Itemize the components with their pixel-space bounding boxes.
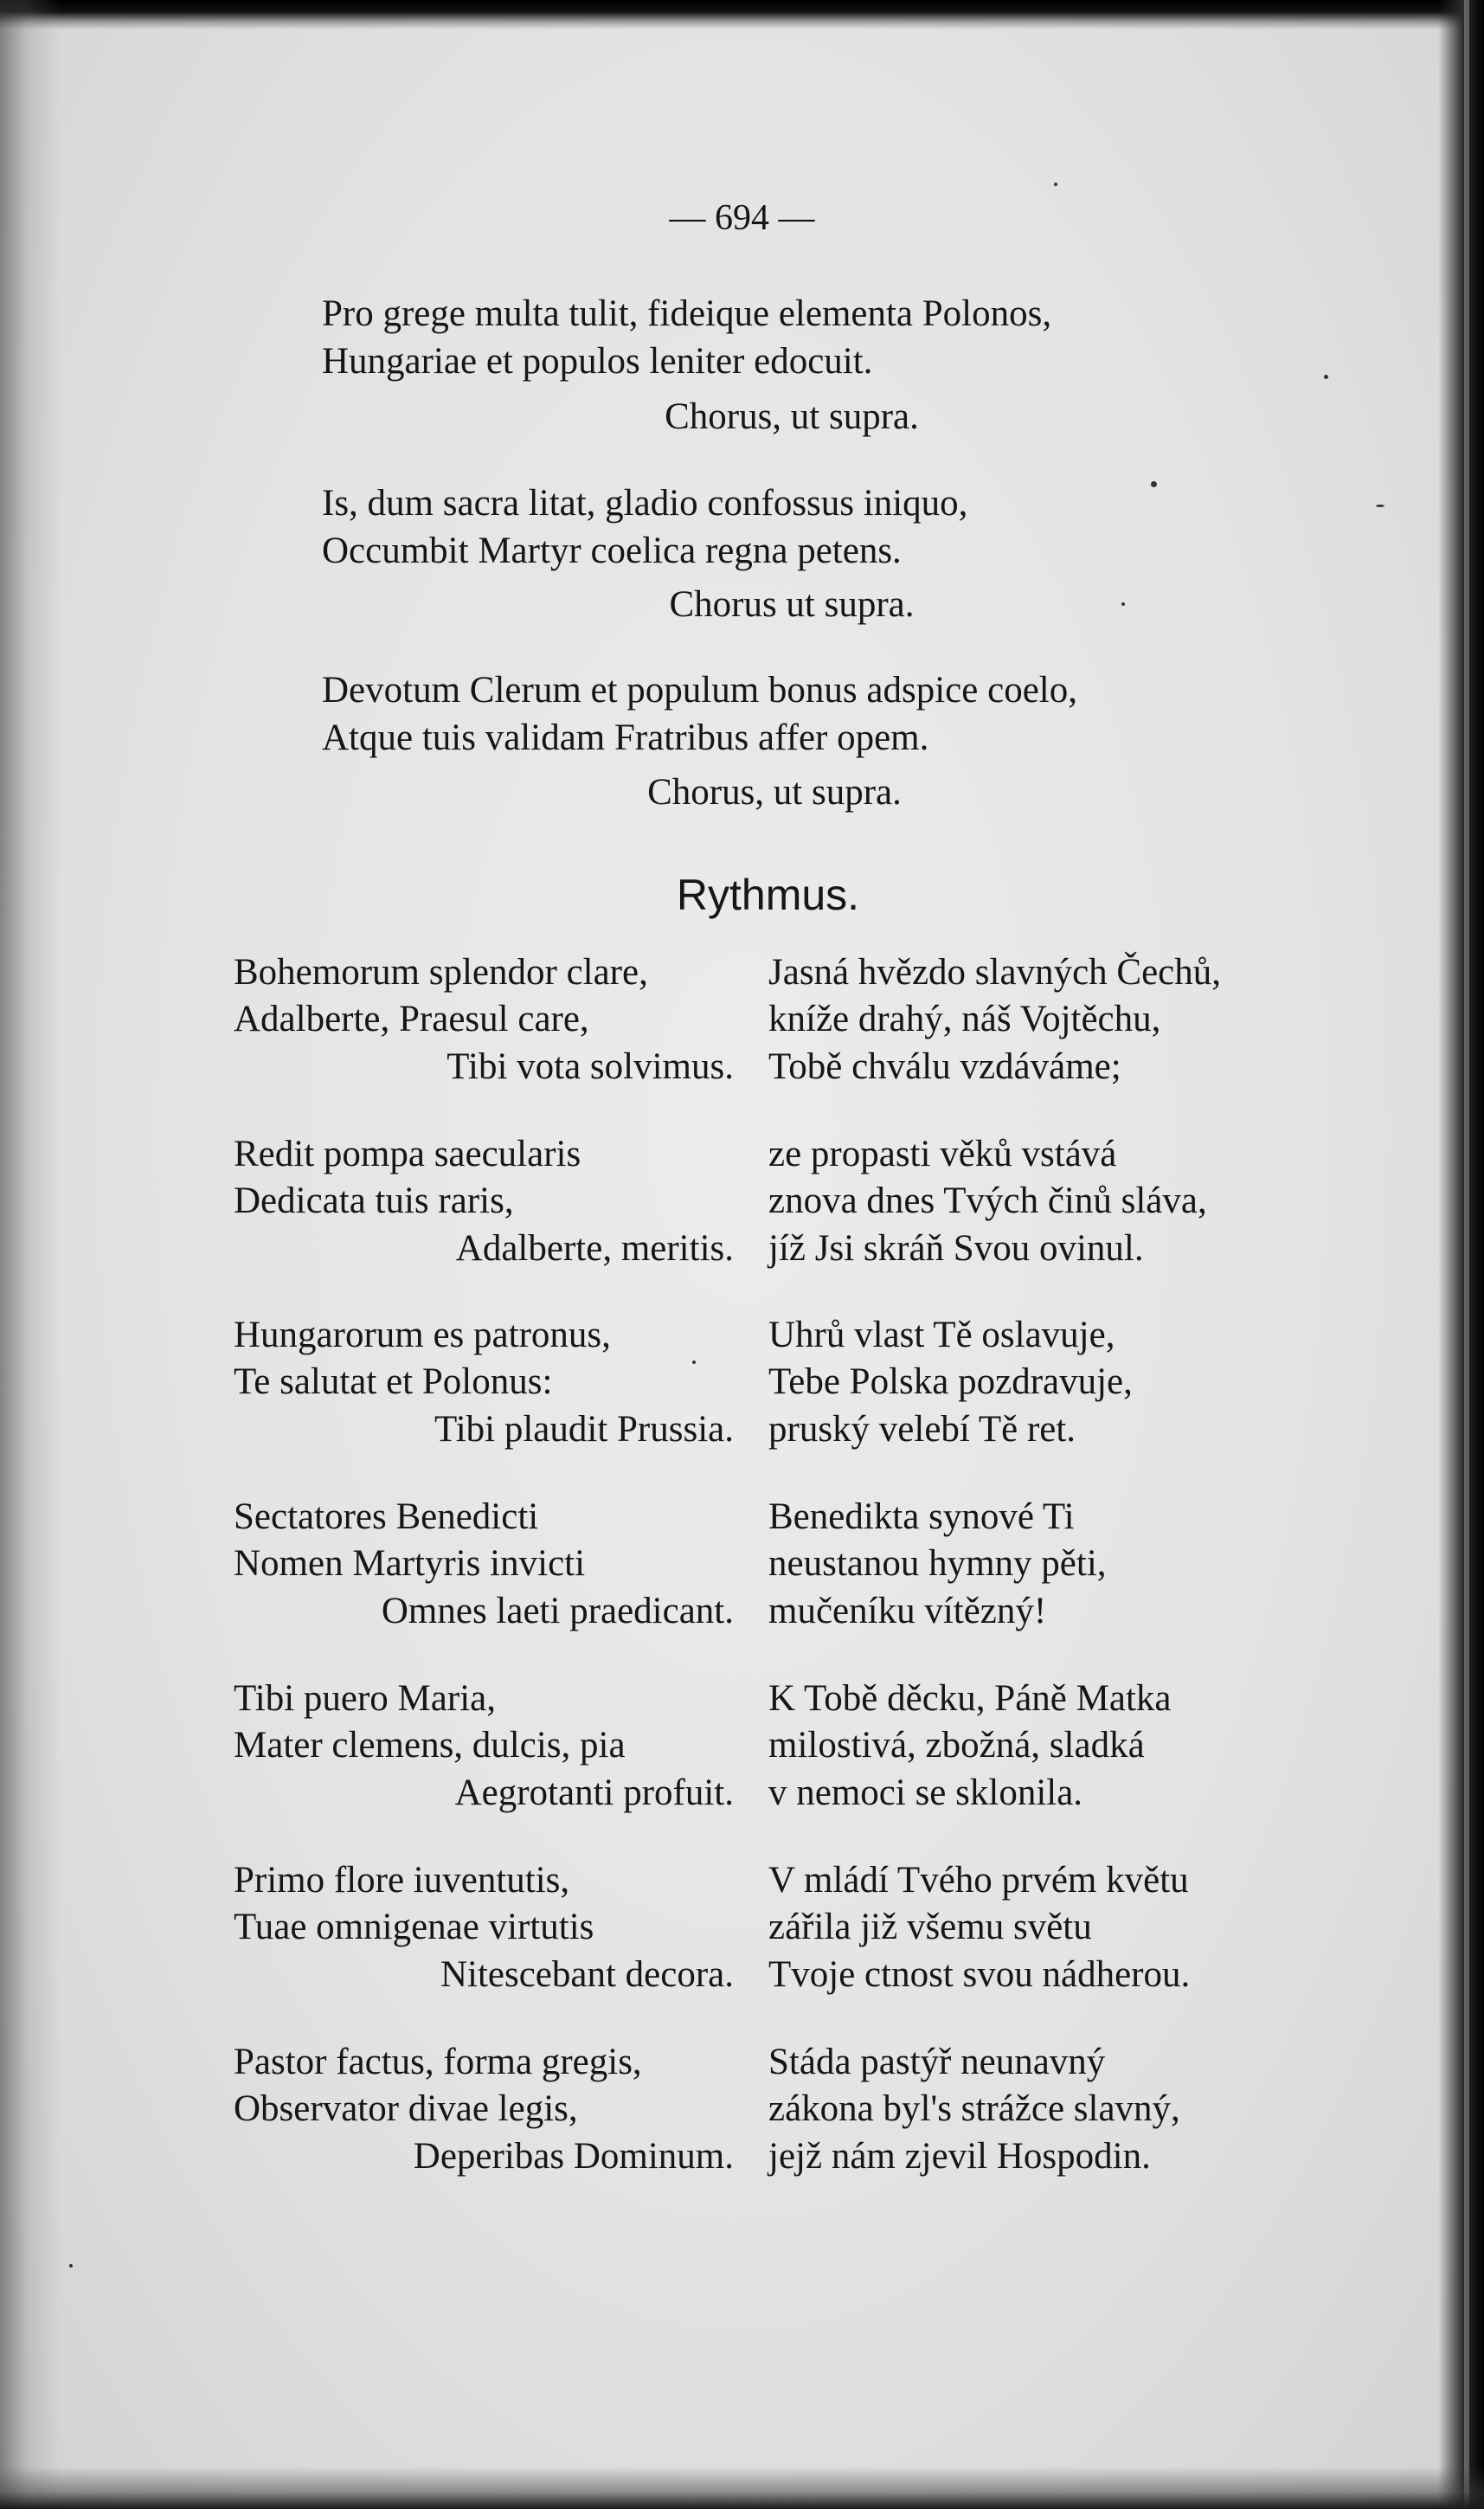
scan-speck (1054, 183, 1057, 186)
czech-line: znova dnes Tvých činů sláva, (768, 1181, 1207, 1221)
czech-line: Tobě chválu vzdáváme; (768, 1046, 1121, 1087)
latin-line: Adalberte, Praesul care, (234, 999, 589, 1039)
scan-edge-left (0, 0, 61, 2509)
czech-line: Jasná hvězdo slavných Čechů, (768, 952, 1222, 993)
scan-speck (1121, 602, 1125, 606)
czech-line: kníže drahý, náš Vojtěchu, (768, 999, 1161, 1039)
latin-refrain-line: Omnes laeti praedicant. (381, 1591, 734, 1631)
czech-line: v nemoci se sklonila. (768, 1772, 1083, 1813)
verse-line: Hungariae et populos leniter edocuit. (322, 341, 873, 382)
czech-line: neustanou hymny pěti, (768, 1543, 1107, 1584)
latin-line: Mater clemens, dulcis, pia (234, 1725, 626, 1766)
scan-edge-top (0, 0, 1484, 29)
czech-line: jejž nám zjevil Hospodin. (768, 2136, 1151, 2177)
czech-line: V mládí Tvého prvém květu (768, 1860, 1189, 1901)
scan-edge-right-highlight (1464, 0, 1469, 2509)
latin-refrain-line: Adalberte, meritis. (455, 1228, 734, 1269)
czech-line: Uhrů vlast Tě oslavuje, (768, 1315, 1115, 1355)
czech-line: Stáda pastýř neunavný (768, 2042, 1106, 2082)
czech-line: mučeníku vítězný! (768, 1591, 1047, 1631)
czech-line: Tebe Polska pozdravuje, (768, 1361, 1133, 1402)
latin-refrain-line: Tibi vota solvimus. (446, 1046, 734, 1087)
verse-line: Is, dum sacra litat, gladio confossus iniquo, (322, 483, 968, 524)
page-number: — 694 — (669, 198, 815, 238)
verse-line: Occumbit Martyr coelica regna petens. (322, 531, 902, 571)
latin-line: Nomen Martyris invicti (234, 1543, 586, 1584)
latin-line: Sectatores Benedicti (234, 1496, 539, 1537)
latin-refrain-line: Nitescebant decora. (440, 1954, 734, 1995)
czech-line: jíž Jsi skráň Svou ovinul. (768, 1228, 1144, 1269)
latin-refrain-line: Aegrotanti profuit. (454, 1772, 734, 1813)
chorus-line: Chorus, ut supra. (647, 772, 902, 813)
scan-speck (69, 2264, 73, 2268)
latin-line: Te salutat et Polonus: (234, 1361, 553, 1402)
scan-speck (1324, 375, 1328, 379)
verse-line: Devotum Clerum et populum bonus adspice coelo, (322, 670, 1077, 711)
verse-line: Atque tuis validam Fratribus affer opem. (322, 717, 929, 758)
latin-line: Hungarorum es patronus, (234, 1315, 611, 1355)
latin-line: Tibi puero Maria, (234, 1678, 496, 1719)
scan-edge-bottom (0, 2467, 1484, 2509)
czech-line: Benedikta synové Ti (768, 1496, 1075, 1537)
latin-line: Dedicata tuis raris, (234, 1181, 514, 1221)
verse-line: Pro grege multa tulit, fideique elementa Polonos, (322, 293, 1052, 334)
scan-speck (692, 1361, 696, 1364)
latin-line: Redit pompa saecularis (234, 1134, 581, 1174)
czech-line: zářila již všemu světu (768, 1907, 1092, 1947)
czech-line: milostivá, zbožná, sladká (768, 1725, 1145, 1766)
latin-refrain-line: Tibi plaudit Prussia. (434, 1409, 734, 1450)
czech-line: ze propasti věků vstává (768, 1134, 1117, 1174)
latin-line: Primo flore iuventutis, (234, 1860, 570, 1901)
latin-refrain-line: Deperibas Dominum. (413, 2136, 734, 2177)
chorus-line: Chorus ut supra. (669, 584, 915, 625)
section-heading: Rythmus. (676, 871, 860, 919)
latin-line: Observator divae legis, (234, 2088, 578, 2129)
scan-speck (1376, 505, 1384, 507)
scan-edge-right (1438, 0, 1484, 2509)
czech-line: Tvoje ctnost svou nádherou. (768, 1954, 1191, 1995)
latin-line: Tuae omnigenae virtutis (234, 1907, 594, 1947)
chorus-line: Chorus, ut supra. (665, 396, 919, 437)
scan-speck (1151, 481, 1157, 487)
latin-line: Bohemorum splendor clare, (234, 952, 648, 993)
czech-line: pruský velebí Tě ret. (768, 1409, 1076, 1450)
czech-line: zákona byl's strážce slavný, (768, 2088, 1180, 2129)
czech-line: K Tobě děcku, Páně Matka (768, 1678, 1172, 1719)
latin-line: Pastor factus, forma gregis, (234, 2042, 642, 2082)
